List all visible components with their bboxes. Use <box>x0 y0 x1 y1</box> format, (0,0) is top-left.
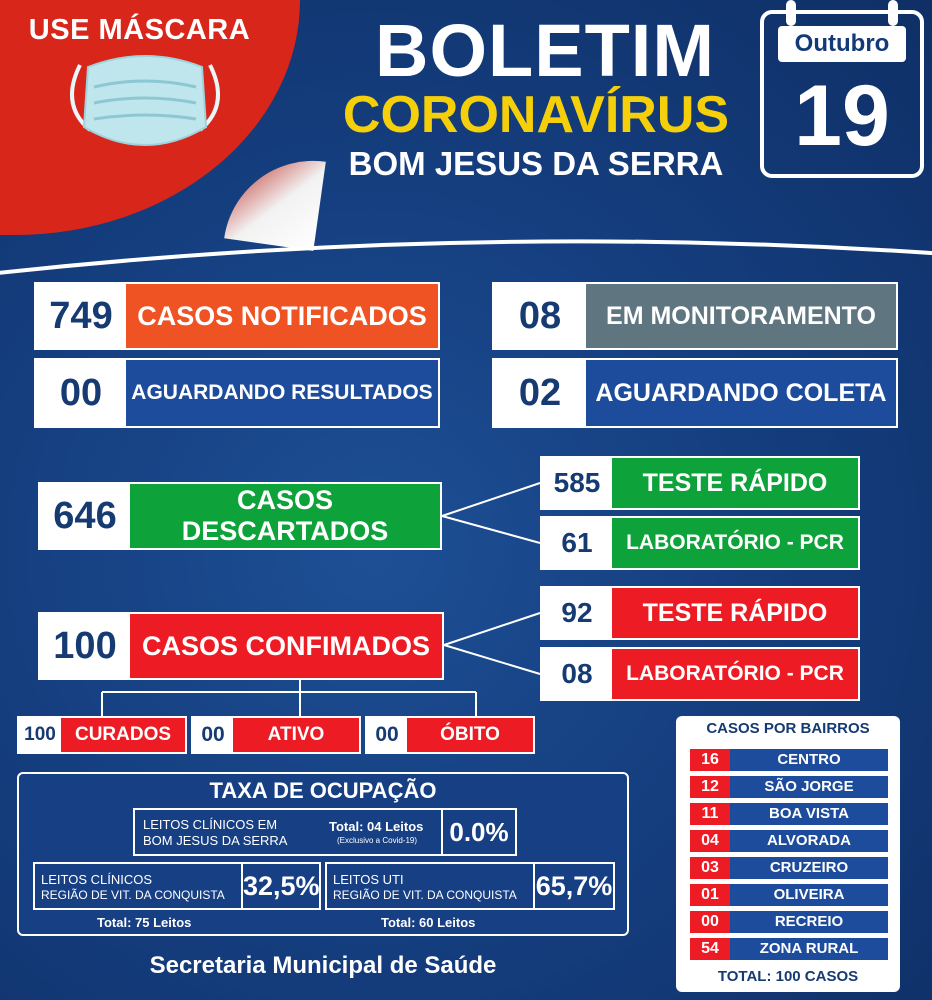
calendar-ring <box>888 0 898 26</box>
occupancy-regional-uti <box>325 862 615 910</box>
occupancy-uti-total: Total: 60 Leitos <box>381 915 476 930</box>
bairro-row <box>690 830 888 852</box>
bairros-total: TOTAL: 100 CASOS <box>717 968 859 985</box>
stat-label: ÓBITO <box>407 718 533 752</box>
occupancy-title: TAXA DE OCUPAÇÃO <box>209 778 437 803</box>
stat-label: CASOS CONFIMADOS <box>130 614 442 678</box>
stat-value: 585 <box>542 458 612 508</box>
stat-label: LABORATÓRIO - PCR <box>612 649 858 699</box>
stat-value: 749 <box>36 284 126 348</box>
bairro-name: ZONA RURAL <box>730 938 888 960</box>
bairro-row <box>690 857 888 879</box>
bairro-name: SÃO JORGE <box>730 776 888 798</box>
bairro-count: 04 <box>690 830 730 852</box>
bairro-count: 12 <box>690 776 730 798</box>
mask-label: USE MÁSCARA <box>28 14 251 46</box>
bairro-row <box>690 776 888 798</box>
occupancy-uti-label-1: LEITOS UTI <box>333 872 404 887</box>
title-coronavirus: CORONAVÍRUS <box>342 86 730 144</box>
stat-label: EM MONITORAMENTO <box>586 284 896 348</box>
stat-label: CURADOS <box>61 718 185 752</box>
bairro-name: OLIVEIRA <box>730 884 888 906</box>
bairro-count: 54 <box>690 938 730 960</box>
bairro-count: 00 <box>690 911 730 933</box>
occupancy-local-label-2: BOM JESUS DA SERRA <box>143 833 288 848</box>
bairro-count: 01 <box>690 884 730 906</box>
title-boletim: BOLETIM <box>375 9 715 92</box>
stat-label: CASOS DESCARTADOS <box>130 484 440 548</box>
stat-obito <box>365 716 535 754</box>
occupancy-clinicos-total: Total: 75 Leitos <box>97 915 192 930</box>
calendar-month: Outubro <box>778 26 906 62</box>
stat-value: 08 <box>494 284 586 348</box>
stat-casos-descartados <box>38 482 442 550</box>
stat-confirmados-pcr <box>540 647 860 701</box>
bairro-count: 03 <box>690 857 730 879</box>
stat-value: 100 <box>40 614 130 678</box>
bairro-row <box>690 803 888 825</box>
bairro-row <box>690 911 888 933</box>
occupancy-panel <box>17 772 629 936</box>
face-mask-icon <box>60 45 230 160</box>
occupancy-local <box>133 808 517 856</box>
occupancy-uti-label-2: REGIÃO DE VIT. DA CONQUISTA <box>333 888 517 902</box>
stat-value: 61 <box>542 518 612 568</box>
bairro-name: CENTRO <box>730 749 888 771</box>
occupancy-clinicos-label-2: REGIÃO DE VIT. DA CONQUISTA <box>41 888 225 902</box>
bairro-name: RECREIO <box>730 911 888 933</box>
stat-value: 00 <box>36 360 126 426</box>
stat-casos-confirmados <box>38 612 444 680</box>
occupancy-local-label-1: LEITOS CLÍNICOS EM <box>143 817 278 832</box>
occupancy-local-total: Total: 04 Leitos <box>329 819 424 834</box>
stat-label: AGUARDANDO COLETA <box>586 360 896 426</box>
header-divider <box>0 230 932 290</box>
bairro-count: 16 <box>690 749 730 771</box>
bairro-row <box>690 938 888 960</box>
occupancy-local-value: 0.0% <box>441 810 515 854</box>
stat-label: TESTE RÁPIDO <box>612 588 858 638</box>
stat-label: LABORATÓRIO - PCR <box>612 518 858 568</box>
bairros-title: CASOS POR BAIRROS <box>706 720 870 737</box>
bairro-name: CRUZEIRO <box>730 857 888 879</box>
stat-curados <box>17 716 187 754</box>
stat-descartados-pcr <box>540 516 860 570</box>
occupancy-clinicos-label-1: LEITOS CLÍNICOS <box>41 872 153 887</box>
stat-confirmados-teste-rapido <box>540 586 860 640</box>
calendar-ring <box>786 0 796 26</box>
stat-value: 646 <box>40 484 130 548</box>
calendar-day: 19 <box>794 68 890 164</box>
occupancy-regional-clinicos <box>33 862 321 910</box>
stat-label: TESTE RÁPIDO <box>612 458 858 508</box>
bairro-name: ALVORADA <box>730 830 888 852</box>
occupancy-uti-value: 65,7% <box>533 864 613 908</box>
bairro-count: 11 <box>690 803 730 825</box>
calendar-icon <box>760 10 924 178</box>
stat-value: 100 <box>19 718 61 752</box>
stat-value: 02 <box>494 360 586 426</box>
stat-label: ATIVO <box>233 718 359 752</box>
stat-value: 00 <box>193 718 233 752</box>
stat-aguardando-resultados <box>34 358 440 428</box>
stat-value: 92 <box>542 588 612 638</box>
title-city: BOM JESUS DA SERRA <box>348 145 724 182</box>
occupancy-clinicos-value: 32,5% <box>241 864 319 908</box>
footer-credit: Secretaria Municipal de Saúde <box>149 952 497 979</box>
stat-value: 08 <box>542 649 612 699</box>
bairros-panel <box>676 716 900 992</box>
stat-ativo <box>191 716 361 754</box>
stat-label: AGUARDANDO RESULTADOS <box>126 360 438 426</box>
stat-descartados-teste-rapido <box>540 456 860 510</box>
stat-aguardando-coleta <box>492 358 898 428</box>
bairro-name: BOA VISTA <box>730 803 888 825</box>
stat-label: CASOS NOTIFICADOS <box>126 284 438 348</box>
bairro-row <box>690 884 888 906</box>
occupancy-local-note: (Exclusivo a Covid-19) <box>337 836 418 845</box>
bairro-row <box>690 749 888 771</box>
stat-value: 00 <box>367 718 407 752</box>
stat-casos-notificados <box>34 282 440 350</box>
stat-em-monitoramento <box>492 282 898 350</box>
